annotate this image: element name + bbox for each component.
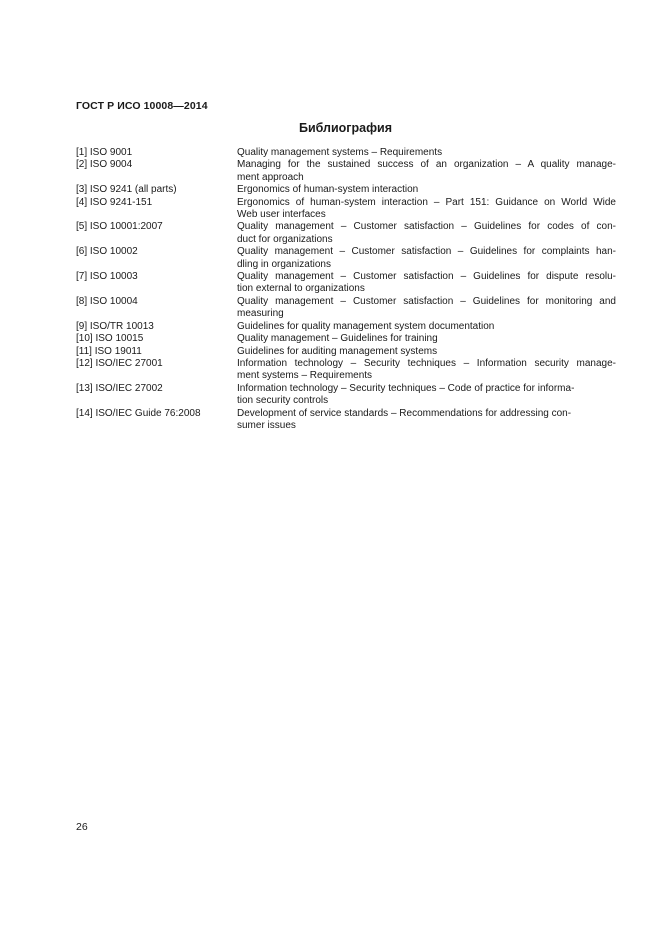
reference-title xyxy=(237,159,616,184)
reference-designation: [2] ISO 9004 xyxy=(76,159,133,171)
reference-designation: [11] ISO 19011 xyxy=(76,345,142,357)
bibliography-entry xyxy=(76,159,616,184)
reference-designation: [13] ISO/IEC 27002 xyxy=(76,382,163,394)
reference-title xyxy=(237,246,616,271)
reference-title-line: Managing for the sustained success of an organization – A quality manage- xyxy=(237,159,616,171)
reference-designation: [12] ISO/IEC 27001 xyxy=(76,357,163,369)
reference-title-line: Ergonomics of human-system interaction xyxy=(237,184,419,196)
reference-title-line: duct for organizations xyxy=(237,233,333,245)
reference-designation: [8] ISO 10004 xyxy=(76,295,138,307)
reference-title xyxy=(237,346,616,358)
bibliography-entry xyxy=(76,408,616,433)
bibliography-entry xyxy=(76,147,616,159)
bibliography-entry xyxy=(76,346,616,358)
reference-title xyxy=(237,147,616,159)
bibliography-entry xyxy=(76,296,616,321)
reference-designation: [7] ISO 10003 xyxy=(76,271,138,283)
bibliography-list xyxy=(76,147,616,432)
reference-title-line: Quality management systems – Requirements xyxy=(237,147,443,158)
reference-title-line: Quality management – Customer satisfaction – Guidelines for codes of con- xyxy=(237,221,616,233)
reference-title-line: Quality management – Customer satisfaction – Guidelines for complaints han- xyxy=(237,246,616,258)
reference-designation: [9] ISO/TR 10013 xyxy=(76,320,154,332)
reference-title-line: Guidelines for quality management system documentation xyxy=(237,320,495,332)
reference-title-line: Quality management – Guidelines for training xyxy=(237,333,438,345)
reference-title-line: Quality management – Customer satisfaction – Guidelines for monitoring and xyxy=(237,295,616,307)
bibliography-entry xyxy=(76,358,616,383)
bibliography-entry xyxy=(76,333,616,345)
reference-title-line: Information technology – Security techniques – Code of practice for informa- xyxy=(237,382,575,394)
reference-title xyxy=(237,333,616,345)
reference-title xyxy=(237,321,616,333)
reference-title-line: Ergonomics of human-system interaction – Part 151: Guidance on World Wide xyxy=(237,196,616,208)
reference-title xyxy=(237,408,616,433)
reference-designation: [14] ISO/IEC Guide 76:2008 xyxy=(76,407,201,419)
reference-designation: [4] ISO 9241-151 xyxy=(76,196,153,208)
reference-title xyxy=(237,184,616,196)
reference-designation: [1] ISO 9001 xyxy=(76,147,133,158)
reference-title-line: sumer issues xyxy=(237,419,296,431)
reference-designation: [6] ISO 10002 xyxy=(76,246,138,258)
reference-title-line: Quality management – Customer satisfaction – Guidelines for dispute resolu- xyxy=(237,271,616,283)
bibliography-entry xyxy=(76,383,616,408)
reference-title-line: Development of service standards – Recommendations for addressing con- xyxy=(237,407,572,419)
reference-title xyxy=(237,197,616,222)
reference-title-line: tion external to organizations xyxy=(237,283,365,295)
reference-title-line: Guidelines for auditing management systems xyxy=(237,345,438,357)
page-number: 26 xyxy=(76,821,88,833)
reference-title-line: dling in organizations xyxy=(237,258,331,270)
page-title: Библиография xyxy=(298,121,393,135)
reference-title-line: tion security controls xyxy=(237,395,329,407)
bibliography-entry xyxy=(76,246,616,271)
reference-title-line: ment systems – Requirements xyxy=(237,370,373,382)
reference-title-line: measuring xyxy=(237,308,284,320)
reference-title xyxy=(237,296,616,321)
reference-title xyxy=(237,221,616,246)
document-header: ГОСТ Р ИСО 10008—2014 xyxy=(76,100,208,112)
reference-title xyxy=(237,383,616,408)
reference-title xyxy=(237,358,616,383)
reference-designation: [5] ISO 10001:2007 xyxy=(76,221,163,233)
reference-designation: [10] ISO 10015 xyxy=(76,333,144,345)
bibliography-entry xyxy=(76,184,616,196)
bibliography-entry xyxy=(76,197,616,222)
reference-designation: [3] ISO 9241 (all parts) xyxy=(76,184,177,196)
reference-title-line: ment approach xyxy=(237,171,304,183)
reference-title-line: Information technology – Security techniques – Information security manage- xyxy=(237,357,616,369)
bibliography-entry xyxy=(76,271,616,296)
bibliography-entry xyxy=(76,321,616,333)
reference-title xyxy=(237,271,616,296)
reference-title-line: Web user interfaces xyxy=(237,209,326,221)
bibliography-entry xyxy=(76,221,616,246)
